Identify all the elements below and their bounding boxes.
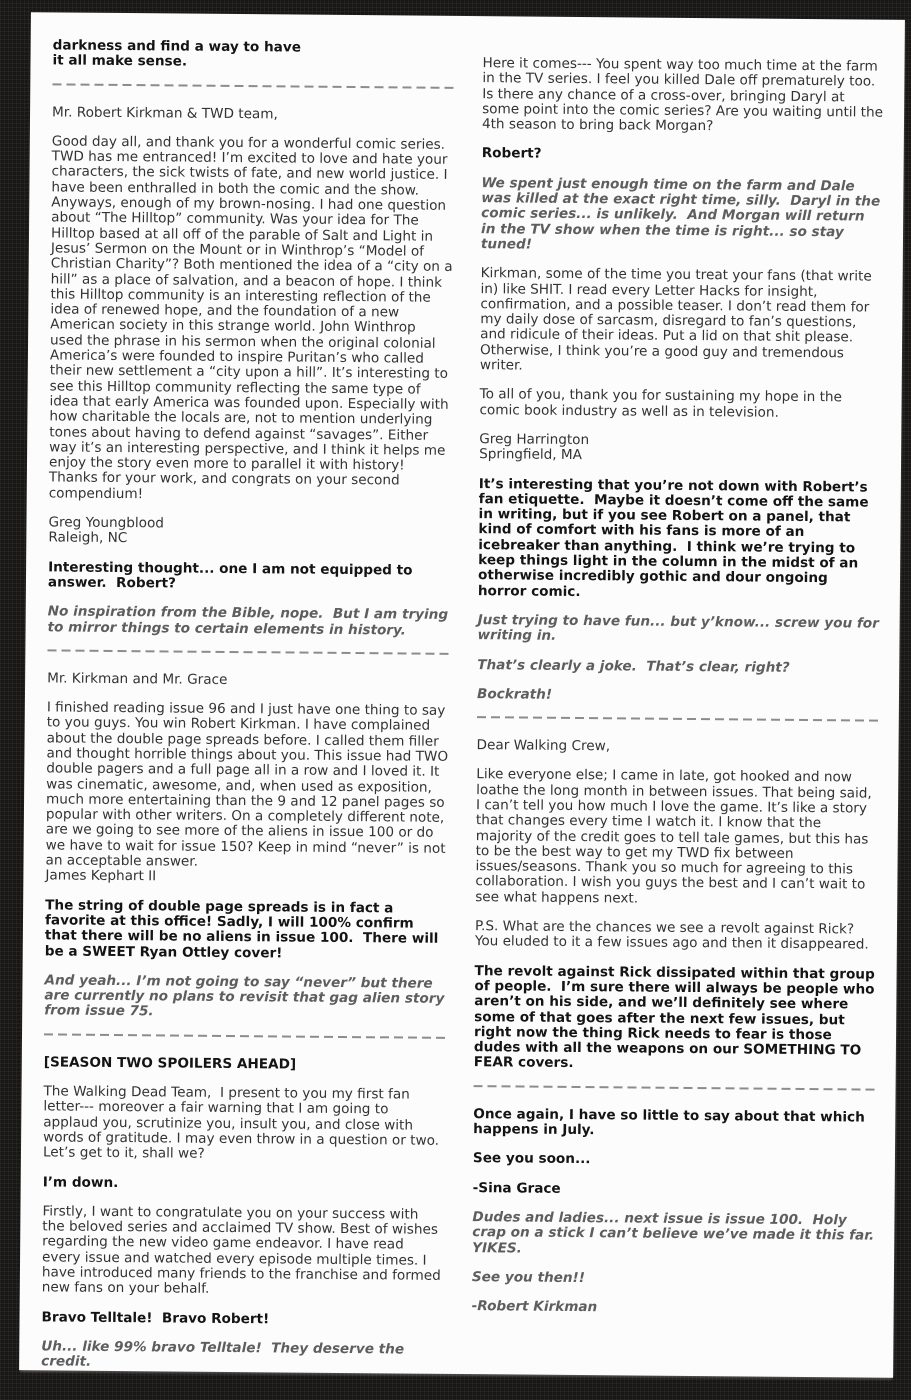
editor-response: Once again, I have so little to say about that which happens in July. <box>473 1105 870 1139</box>
letter-text: Mr. Robert Kirkman & TWD team, <box>52 103 278 122</box>
letter-text: Kirkman, some of the time you treat your fans (that write in) like SHIT. I read every Letter Hacks for insight, confirmation, and a possible teaser. I don’t read them for my daily dose of sarcasm, disregard to fan’s questions, and ridicule of their ideas. Put a lid on that shit please. Otherwise, I think you’re a good guy and tremendous writer. <box>479 265 877 374</box>
letter-text: To all of you, thank you for sustaining my hope in the comic book industry as well as in television. <box>479 386 847 421</box>
letter-text: Greg Youngblood Raleigh, NC <box>48 514 165 547</box>
letter-text: Good day all, and thank you for a wonderful comic series. TWD has me entranced! I’m excited to love and hate your characters, the sick twists of fate, and new world justice. I have been enthralled in both the comic and the show. Anyways, enough of my brown-nosing. I had one question about “The Hilltop” community. Was your idea for The Hilltop based at all off of the parable of Salt and Light in Jesus’ Sermon on the Mount or in Winthrop’s “Model of Christian Charity”? Both mentioned the idea of a “city on a hill” as a place of salvation, and a beacon of hope. I think this Hilltop community is an interesting reflection of the idea of renewed hope, and the foundation of a new American society in this strange world. John Winthrop used the phrase in his sermon when the original colonial America’s were founded to inspire Puritan’s who called their new settlement a “city upon a hill”. It’s interesting to see this Hilltop community reflecting the same type of idea that early America was founded upon. Especially with how charitable the locals are, not to mention underlying tones about having to defend against “savages”. Either way it’s an interesting perspective, and I think it helps me enjoy the story even more to parallel it with history! Thanks for your work, and congrats on your second compendium! <box>48 133 458 502</box>
letter-text: Like everyone else; I came in late, got hooked and now loathe the long month in between issues. That being said, I can’t tell you how much I love the game. It’s like a story that changes every time I watch it. I know that the majority of the credit goes to tell tale games, but this has to be the best way to get my TWD fix between issues/seasons. Thank you so much for agreeing to this collaboration. I wish you guys the best and I can’t wait to see what happens next. <box>475 766 877 907</box>
right-column <box>471 42 888 1353</box>
separator-line <box>477 716 879 722</box>
left-column <box>41 37 458 1370</box>
editor-response: -Sina Grace <box>472 1179 561 1197</box>
kirkman-response: -Robert Kirkman <box>471 1298 598 1316</box>
kirkman-response: Bockrath! <box>476 685 553 703</box>
kirkman-response: See you then!! <box>471 1268 586 1286</box>
editor-response: Robert? <box>481 145 542 163</box>
separator-line <box>52 83 454 89</box>
separator-line <box>44 1033 446 1039</box>
letter-text: Mr. Kirkman and Mr. Grace <box>47 670 228 688</box>
kirkman-response: Just trying to have fun... but y’know... screw you for writing in. <box>477 612 884 645</box>
editor-response: Bravo Telltale! Bravo Robert! <box>41 1308 270 1327</box>
editor-response: It’s interesting that you’re not down with Robert’s fan etiquette. Maybe it doesn’t come off the same in writing, but if you see Robert on a panel, that kind of comfort with his fans is more of an icebreaker than anything. I think we’re trying to keep things light in the column in the midst of an otherwise incredibly gothic and dour ongoing horror comic. <box>477 475 874 600</box>
editor-response: darkness and find a way to have it all make sense. <box>52 37 302 70</box>
editor-response: See you soon... <box>472 1150 591 1168</box>
letter-text: P.S. What are the chances we see a revolt against Rick? You eluded to it a few issues ago and then it disappeared. <box>474 918 869 953</box>
letter-text: Here it comes--- You spent way too much time at the farm in the TV series. I feel you killed Dale off prematurely too. Is there any chance of a cross-over, bringing Daryl at some point into the comic series? Are you waiting until the 4th season to bring back Morgan? <box>481 55 888 135</box>
letter-text: Dear Walking Crew, <box>476 737 611 755</box>
editor-response: [SEASON TWO SPOILERS AHEAD] <box>43 1054 297 1073</box>
kirkman-response: Dudes and ladies... next issue is issue 100. Holy crap on a stick I can’t believe we’ve made it this far. YIKES. <box>472 1209 884 1257</box>
kirkman-response: We spent just enough time on the farm and Dale was killed at the exact right time, silly. Daryl in the comic series... is unlikely. And Morgan will return in the TV show when the time is right... so stay tuned! <box>480 174 885 253</box>
editor-response: I’m down. <box>42 1173 119 1191</box>
editor-response: The string of double page spreads is in fact a favorite at this office! Sadly, I will 100% confirm that there will be no aliens in issue 100. There will be a SWEET Ryan Ottley cover! <box>44 897 444 961</box>
letter-text: I finished reading issue 96 and I just have one thing to say to you guys. You win Robert Kirkman. I have complained about the double page spreads before. I called them filler and thought horrible things about you. This issue had TWO double pagers and a full page all in a row and I loved it. It was cinematic, awesome, and, when used as exposition, much more entertaining than the 9 and 12 panel pages so popular with other writers. On a completely different note, are we going to see more of the aliens in issue 100 or do we have to wait for issue 150? Keep in mind “never” is not an acceptable answer. James Kephart II <box>45 699 453 885</box>
kirkman-response: That’s clearly a joke. That’s clear, right? <box>477 656 790 676</box>
letter-text: The Walking Dead Team, I present to you my first fan letter--- moreover a fair warning that I am going to applaud you, scrutinize you, insult you, and close with words of gratitude. I may even throw in a question or two. Let’s get to it, shall we? <box>42 1083 444 1162</box>
letter-text: Greg Harrington Springfield, MA <box>479 431 590 464</box>
kirkman-response: Uh... like 99% bravo Telltale! They deserve the credit. <box>41 1338 409 1370</box>
editor-response: The revolt against Rick dissipated within that group of people. I’m sure there will always be people who aren’t on his side, and we’ll definitely see where some of that goes after the next few issues, but right now the thing Rick needs to fear is those dudes with all the weapons on our SOMETHING TO FEAR covers. <box>473 962 880 1072</box>
separator-line <box>47 649 449 655</box>
kirkman-response: No inspiration from the Bible, nope. But I am trying to mirror things to certain elements in history. <box>47 603 453 639</box>
kirkman-response: And yeah... I’m not going to say “never” but there are currently no plans to revisit that gag alien story from issue 75. <box>44 972 450 1020</box>
scan-page <box>19 12 905 1378</box>
separator-line <box>474 1085 876 1091</box>
editor-response: Interesting thought... one I am not equipped to answer. Robert? <box>47 558 418 592</box>
letter-text: Firstly, I want to congratulate you on your success with the beloved series and acclaimed TV show. Best of wishes regarding the new video game endeavor. I have read every issue and watched every episode multiple times. I have introduced many friends to the franchise and formed new fans on your behalf. <box>41 1203 446 1298</box>
